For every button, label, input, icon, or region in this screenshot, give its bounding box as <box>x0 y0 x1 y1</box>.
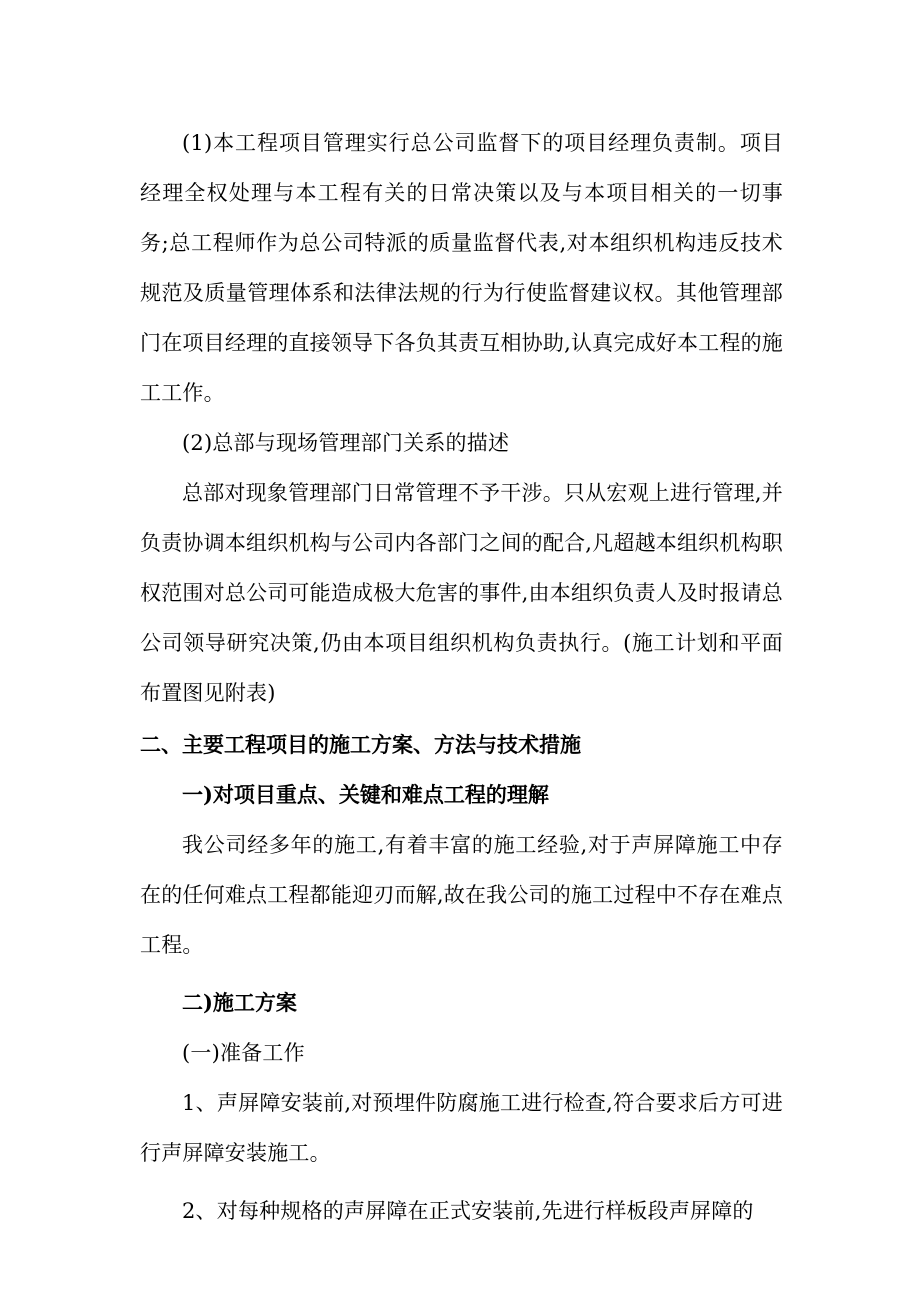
paragraph-hq-relation-body: 总部对现象管理部门日常管理不予干涉。只从宏观上进行管理,并负责协调本组织机构与公司内各部门之间的配合,凡超越本组织机构职权范围对总公司可能造成极大危害的事件,由本组织负责人及时报请总公司领导研究决策,仍由本项目组织机构负责执行。(施工计划和平面布置图见附表) <box>140 481 783 705</box>
paragraph-hq-relation-title: (2)总部与现场管理部门关系的描述 <box>182 431 510 455</box>
paragraph-step-1: 1、声屏障安装前,对预埋件防腐施工进行检查,符合要求后方可进行声屏障安装施工。 <box>140 1091 783 1165</box>
paragraph-experience: 我公司经多年的施工,有着丰富的施工经验,对于声屏障施工中存在的任何难点工程都能迎刃而解,故在我公司的施工过程中不存在难点工程。 <box>140 833 783 957</box>
subheading-construction-scheme: 二)施工方案 <box>182 990 297 1015</box>
section-heading-construction-plan: 二、主要工程项目的施工方案、方法与技术措施 <box>140 732 581 757</box>
document-page <box>140 118 783 1236</box>
paragraph-project-management: (1)本工程项目管理实行总公司监督下的项目经理负责制。项目经理全权处理与本工程有关的日常决策以及与本项目相关的一切事务;总工程师作为总公司特派的质量监督代表,对本组织机构违反技术规范及质量管理体系和法律法规的行为行使监督建议权。其他管理部门在项目经理的直接领导下各负其责互相协助,认真完成好本工程的施工工作。 <box>140 131 783 405</box>
paragraph-step-2: 2、对每种规格的声屏障在正式安装前,先进行样板段声屏障的 <box>182 1199 754 1223</box>
paragraph-preparation-title: (一)准备工作 <box>182 1041 305 1065</box>
subheading-key-points: 一)对项目重点、关键和难点工程的理解 <box>182 782 549 807</box>
spacer <box>140 1178 783 1186</box>
spacer <box>140 970 783 978</box>
